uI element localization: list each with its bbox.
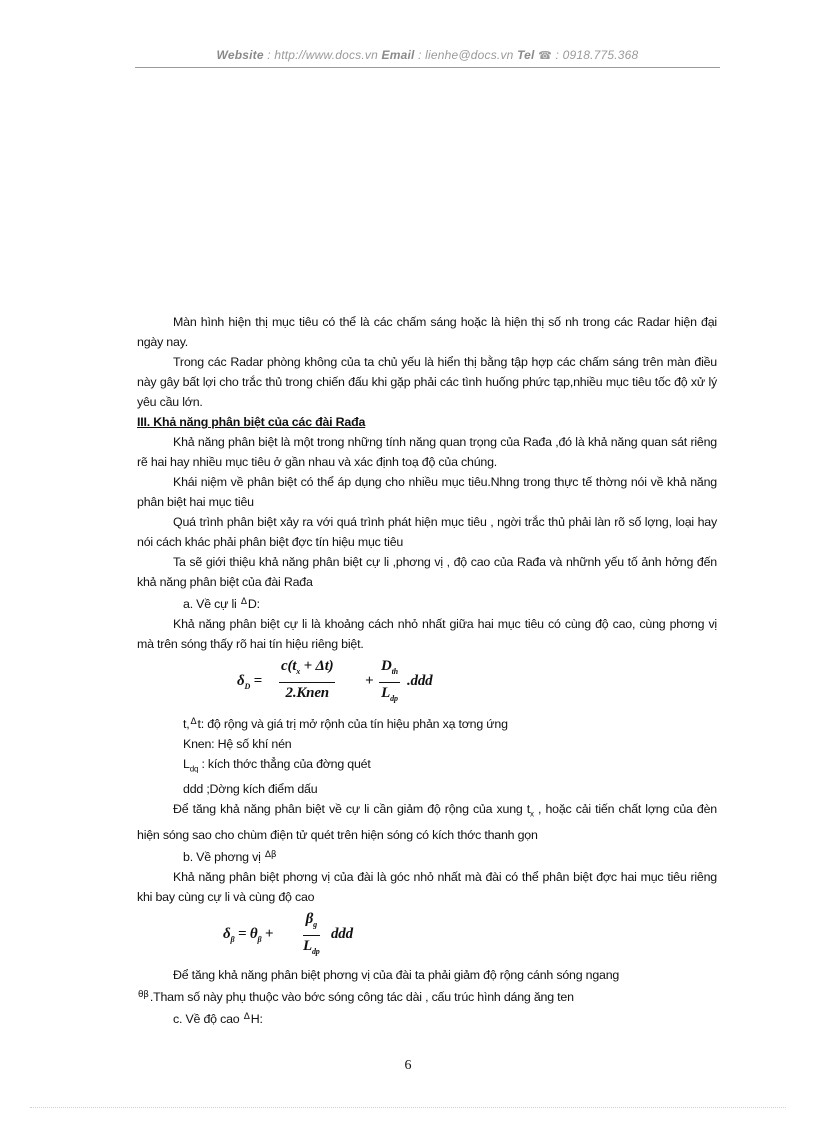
- delta-beta-icon: Δβ: [264, 849, 277, 860]
- formula1-tail: .ddd: [407, 673, 433, 689]
- subsection-altitude: c. Về độ cao $^\Delta$H:: [173, 1011, 263, 1026]
- subsection-range-symbol: D:: [247, 597, 260, 611]
- paragraph-resolution-intro: Khả năng phân biệt là một trong những tính năng quan trọng của Rađa ,đó là khả năng quan sát riêng rẽ hai hay nhiều mục tiêu ở gần nhau và xác định toạ độ của chúng.: [137, 435, 717, 469]
- section-heading: III. Khả năng phân biệt của các đài Rađa: [137, 415, 366, 429]
- paragraph-range-definition: Khả năng phân biệt cự li là khoảng cách nhỏ nhất giữa hai mục tiêu có cùng độ cao, cùng phơng vị mà trên sóng thấy rõ hai tín hiệu riêng biệt.: [137, 617, 717, 651]
- subsection-azimuth: b. Về phơng vị $^{\Delta\beta}$: [183, 849, 277, 864]
- definition-ddd: ddd ;Dờng kích điểm dấu: [183, 782, 318, 797]
- formula-range-resolution: [137, 654, 717, 712]
- formula1-lhs: $\delta_D$ =: [237, 673, 262, 691]
- website-label: Website: [216, 48, 264, 62]
- footer-divider: [30, 1107, 786, 1108]
- delta-icon: Δ: [190, 717, 197, 727]
- paragraph-improve-range: Để tăng khả năng phân biệt về cự li cần giảm độ rộng của xung $t_x$ , hoặc cải tiến chất lợng của đèn hiện sóng sao cho chùm điện tử quét trên hiện sóng có kích thớc thanh gọn: [137, 802, 717, 842]
- formula-azimuth-resolution: [137, 907, 717, 965]
- subsection-range-label: a. Về cự li: [183, 597, 240, 611]
- paragraph-azimuth-definition: Khả năng phân biệt phơng vị của đài là góc nhỏ nhất mà đài có thể phân biệt đợc hai mục tiêu riêng khi bay cùng cự li và cùng độ cao: [137, 869, 717, 904]
- paragraph-process: Quá trình phân biệt xảy ra với quá trình phát hiện mục tiêu , ngời trắc thủ phải làn rõ số lợng, loại hay nói cách khác phải phân biệt đợc tín hiệu mục tiêu: [137, 515, 717, 549]
- definition-knen: Knen: Hệ số khí nén: [183, 737, 292, 751]
- theta-beta-symbol: θβ: [138, 989, 149, 1000]
- email-label: Email: [381, 48, 415, 62]
- header-divider: [135, 67, 720, 68]
- phone-icon: ☎: [538, 49, 553, 62]
- paragraph-display: Màn hình hiện thị mục tiêu có thể là các chấm sáng hoặc là hiện thị số nh trong các Radar hiện đại ngày nay.: [137, 315, 717, 349]
- paragraph-improve-azimuth: Để tăng khả năng phân biệt phơng vị của đài ta phải giảm độ rộng cánh sóng ngang: [173, 967, 620, 982]
- formula2-fraction: $\beta_g$ $L_{dp}$: [303, 910, 320, 956]
- definition-pulse-width: t,$^\Delta$t: độ rộng và giá trị mở rộnh của tín hiệu phản xạ tơng ứng: [183, 717, 508, 731]
- delta-icon: Δ: [240, 597, 247, 607]
- paragraph-resolution-concept: Khái niệm về phân biệt có thể áp dụng cho nhiều mục tiêu.Nhng trong thực tế thờng nói về khả năng phân biệt hai mục tiêu: [137, 475, 717, 509]
- page-header: [135, 48, 720, 62]
- formula2-lhs: $\delta_\beta = \theta_\beta$ +: [223, 925, 274, 944]
- document-body: [137, 312, 717, 1029]
- formula1-fraction-2: $D_{th}$ $L_{dp}$: [381, 658, 398, 703]
- paragraph-beam-parameter: $^{\theta\beta}$.Tham số này phụ thuộc vào bớc sóng công tác dài , cấu trúc hình dáng ăng ten: [138, 989, 574, 1004]
- formula1-plus: +: [365, 673, 374, 689]
- tel-label: Tel: [517, 48, 535, 62]
- tel-value: : 0918.775.368: [552, 48, 639, 62]
- paragraph-overview: Ta sẽ giới thiệu khả năng phân biệt cự li ,phơng vị , độ cao của Rađa và nhữnh yếu tố ảnh hởng đến khả năng phân biệt của đài Rađa: [137, 555, 717, 589]
- paragraph-air-defense: Trong các Radar phòng không của ta chủ yếu là hiển thị bằng tập hợp các chấm sáng trên màn điều này gây bất lợi cho trắc thủ trong chiến đấu khi gặp phải các tình huống phức tạp,nhiều mục tiêu tốc độ xử lý yêu cầu lớn.: [137, 355, 717, 409]
- delta-icon: Δ: [243, 1011, 250, 1022]
- formula2-tail: ddd: [331, 925, 353, 942]
- definition-ldq: $L_{dq}$ : kích thớc thẳng của đờng quét: [183, 757, 371, 774]
- website-value: : http://www.docs.vn: [263, 48, 382, 62]
- email-value: : lienhe@docs.vn: [414, 48, 518, 62]
- page-number: 6: [404, 1058, 412, 1073]
- subsection-range: [137, 592, 717, 614]
- formula1-fraction-1: $c(t_x + \Delta t)$ 2.Knen: [281, 658, 334, 701]
